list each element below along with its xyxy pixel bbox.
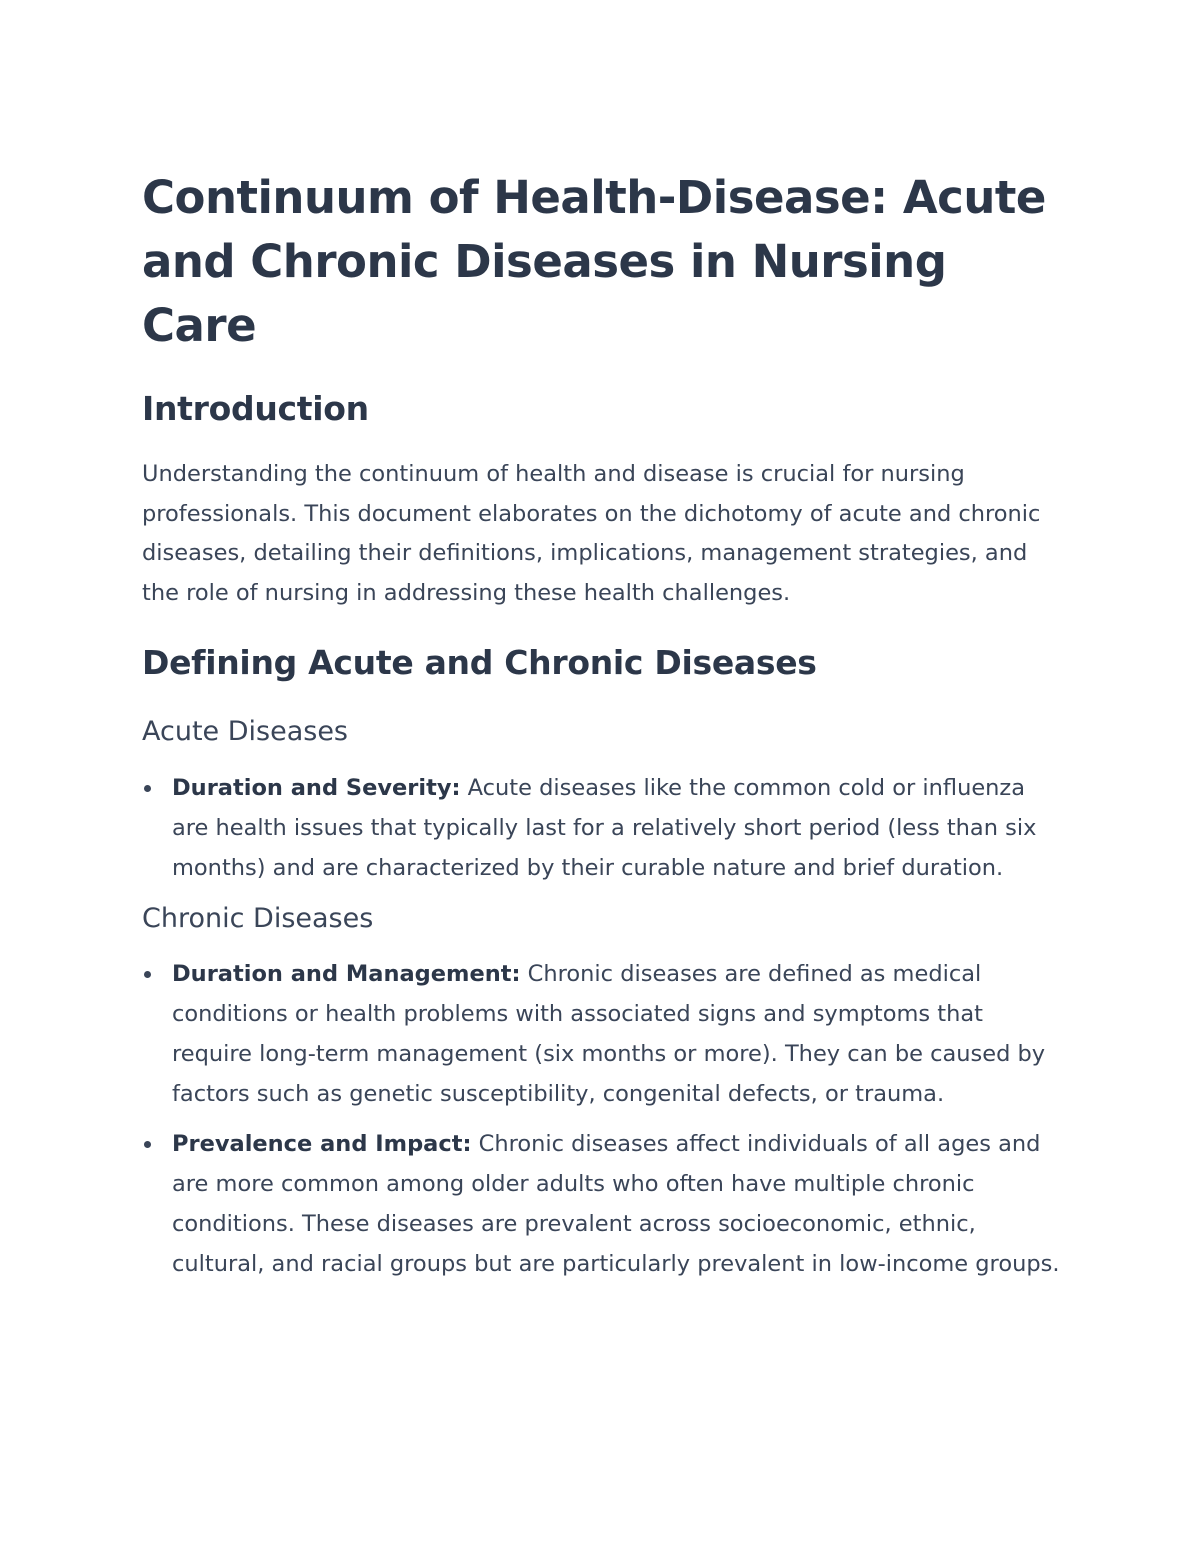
defining-diseases-heading: Defining Acute and Chronic Diseases	[142, 643, 817, 682]
list-item	[142, 954, 1060, 1114]
bullet-icon	[144, 785, 151, 792]
list-item-term: Duration and Management:	[172, 961, 521, 987]
list-item-text: Chronic diseases affect individuals of all ages and are more common among older adults who often have multiple chronic conditions. These diseases are prevalent across socioeconomic, ethnic, cultural, and racial groups but are particularly prevalent in low-income groups.	[172, 1131, 1060, 1277]
list-item-text: Chronic diseases are defined as medical conditions or health problems with associated signs and symptoms that require long-term management (six months or more). They can be caused by factors such as genetic susceptibility, congenital defects, or trauma.	[172, 961, 1046, 1107]
introduction-heading: Introduction	[142, 389, 369, 428]
list-item-term: Prevalence and Impact:	[172, 1131, 472, 1157]
acute-diseases-heading: Acute Diseases	[142, 716, 348, 747]
bullet-icon	[144, 971, 151, 978]
acute-diseases-list	[142, 768, 1060, 888]
chronic-diseases-list	[142, 954, 1060, 1284]
list-item	[142, 768, 1060, 888]
list-item-text: Acute diseases like the common cold or influenza are health issues that typically last for a relatively short period (less than six months) and are characterized by their curable nature and brief duration.	[172, 775, 1037, 881]
document-title: Continuum of Health-Disease: Acute and Chronic Diseases in Nursing Care	[142, 171, 1046, 352]
list-item	[142, 1124, 1060, 1284]
list-item-term: Duration and Severity:	[172, 775, 461, 801]
bullet-icon	[144, 1141, 151, 1148]
chronic-diseases-heading: Chronic Diseases	[142, 903, 374, 934]
introduction-paragraph: Understanding the continuum of health and disease is crucial for nursing professionals. This document elaborates on the dichotomy of acute and chronic diseases, detailing their definitions, implications, management strategies, and the role of nursing in addressing these health challenges.	[142, 461, 1041, 606]
